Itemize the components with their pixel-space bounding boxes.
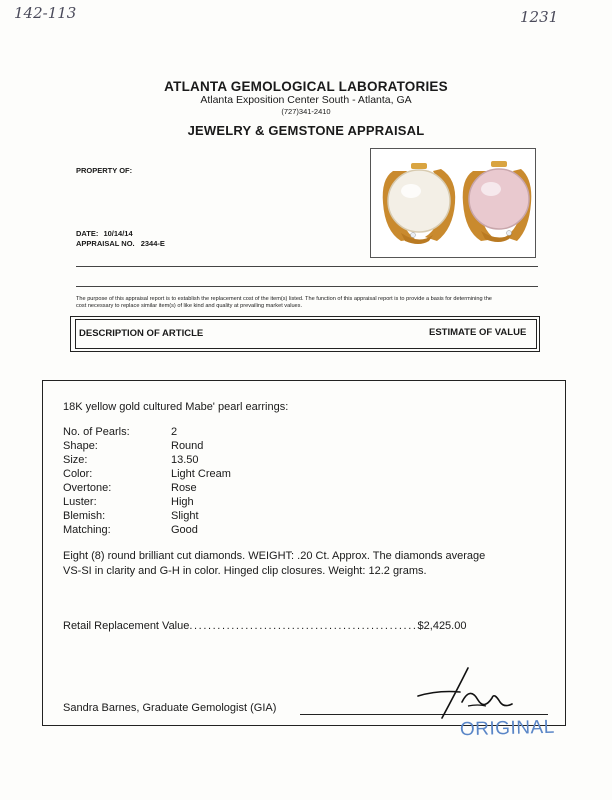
company-phone: (727)341-2410 [281, 107, 331, 116]
article-title: 18K yellow gold cultured Mabe' pearl earrings: [63, 401, 289, 413]
spec-label: Matching: [63, 524, 111, 536]
blank-line-1 [76, 266, 538, 267]
earrings-photo [370, 148, 536, 258]
diamonds-line-2: VS-SI in clarity and G-H in color. Hinged clip closures. Weight: 12.2 grams. [63, 565, 427, 577]
spec-value: High [171, 496, 194, 508]
spec-label: Overtone: [63, 482, 112, 494]
appraisal-number-row [76, 239, 165, 248]
appraiser-name: Sandra Barnes, Graduate Gemologist (GIA) [63, 702, 277, 714]
signature-image [408, 662, 518, 722]
spec-value: 2 [171, 426, 178, 438]
estimate-header: ESTIMATE OF VALUE [429, 327, 527, 338]
pearl-earrings-image [371, 149, 535, 257]
description-header: DESCRIPTION OF ARTICLE [79, 328, 204, 339]
appraisal-number-value: 2344-E [140, 239, 165, 248]
spec-label: No. of Pearls: [63, 426, 130, 438]
spec-value: Light Cream [171, 468, 231, 480]
date-value: 10/14/14 [103, 229, 133, 238]
original-stamp: ORIGINAL [459, 716, 556, 741]
purpose-line-1: The purpose of this appraisal report is to establish the replacement cost of the item(s) listed. The function of this appraisal report is to provide a basis for determining the [76, 296, 492, 302]
spec-value: Rose [171, 482, 197, 494]
retail-value-row [63, 620, 466, 632]
spec-label: Luster: [63, 496, 97, 508]
document-title: JEWELRY & GEMSTONE APPRAISAL [187, 123, 425, 138]
blank-line-2 [76, 286, 538, 287]
company-address: Atlanta Exposition Center South - Atlanta, GA [200, 94, 412, 106]
diamonds-line-1: Eight (8) round brilliant cut diamonds. WEIGHT: .20 Ct. Approx. The diamonds average [63, 550, 486, 562]
spec-value: 13.50 [171, 454, 199, 466]
purpose-line-2: cost necessary to replace similar item(s) of like kind and quality at prevailing market values. [76, 303, 303, 309]
spec-label: Size: [63, 454, 88, 466]
company-name: ATLANTA GEMOLOGICAL LABORATORIES [164, 79, 448, 94]
date-label: DATE: [76, 229, 99, 238]
property-of-label: PROPERTY OF: [76, 166, 133, 175]
retail-value-leader: ................................................. [189, 620, 418, 632]
spec-label: Blemish: [63, 510, 106, 522]
date-row [76, 229, 133, 238]
spec-value: Good [171, 524, 198, 536]
handwritten-file-number: 142-113 [14, 4, 77, 22]
appraisal-number-label: APPRAISAL NO. [76, 239, 135, 248]
purpose-statement [76, 296, 546, 310]
spec-value: Round [171, 440, 204, 452]
retail-value-amount: $2,425.00 [417, 620, 467, 632]
spec-label: Color: [63, 468, 93, 480]
table-header-box [70, 316, 540, 352]
retail-value-label: Retail Replacement Value [63, 620, 190, 632]
spec-label: Shape: [63, 440, 98, 452]
handwritten-ref-number: 1231 [520, 8, 559, 26]
spec-value: Slight [171, 510, 199, 522]
